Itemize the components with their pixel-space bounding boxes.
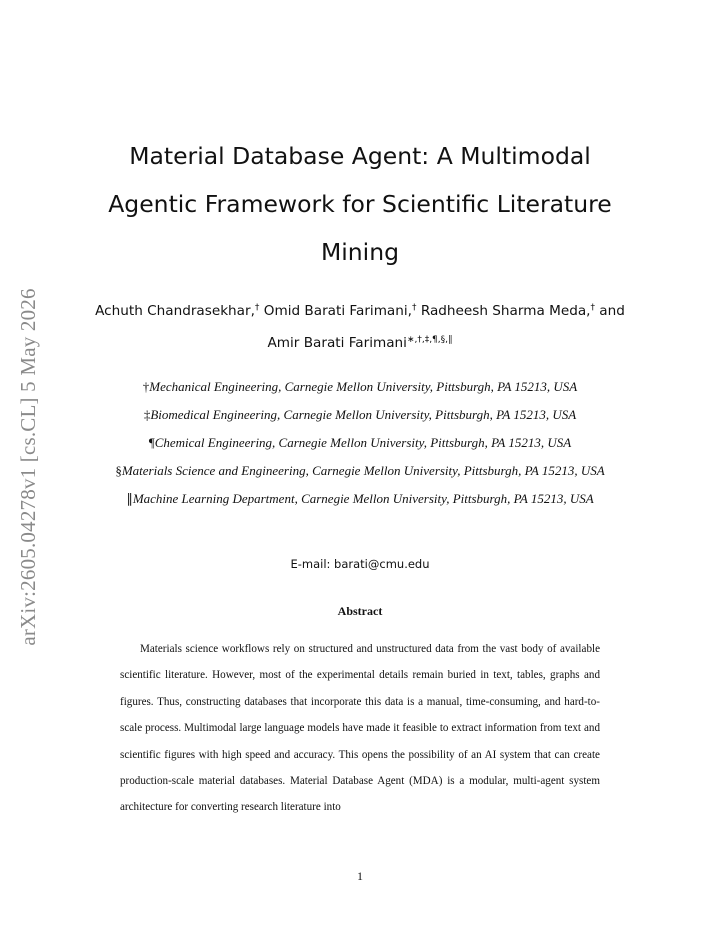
affiliation-symbol: †: [142, 379, 150, 394]
author-line-2: [60, 326, 660, 358]
affiliation-item: [70, 401, 650, 429]
page-number: 1: [357, 869, 363, 883]
affiliation-symbol: ¶: [148, 435, 155, 450]
abstract-text: Materials science workflows rely on structured and unstructured data from the vast body of available scientific literature. However, most of the experimental details remain buried in text, tables, graphs and figures. Thus, constructing databases that incorporate this data is a manual, time-consuming, and hard-to-scale process. Multimodal large language models have made it feasible to extract information from text and scientific figures with high speed and accuracy. This opens the possibility of an AI system that can create production-scale material databases. Material Database Agent (MDA) is a modular, multi-agent system architecture for converting research literature into: [120, 643, 600, 814]
affiliation-list: [70, 373, 650, 513]
affiliation-text: Biomedical Engineering, Carnegie Mellon University, Pittsburgh, PA 15213, USA: [150, 407, 577, 422]
abstract-heading: Abstract: [337, 604, 383, 618]
author-name: Omid Barati Farimani,: [263, 303, 412, 319]
arxiv-identifier: arXiv:2605.04278v1 [cs.CL] 5 May 2026: [16, 288, 40, 646]
paper-title: [90, 132, 630, 276]
affiliation-symbol: ‡: [143, 407, 151, 422]
affiliation-text: Chemical Engineering, Carnegie Mellon University, Pittsburgh, PA 15213, USA: [154, 435, 572, 450]
author-line-1: [60, 294, 660, 326]
affiliation-item: [70, 485, 650, 513]
author-name: Radheesh Sharma Meda,: [420, 303, 591, 319]
affiliation-item: [70, 429, 650, 457]
author-name: Achuth Chandrasekhar,: [95, 303, 255, 319]
author-marks: †: [590, 303, 595, 313]
affiliation-item: [70, 457, 650, 485]
author-list: [60, 294, 660, 358]
affiliation-symbol: ∥: [126, 491, 133, 506]
contact-email: E-mail: barati@cmu.edu: [290, 557, 430, 571]
affiliation-text: Mechanical Engineering, Carnegie Mellon University, Pittsburgh, PA 15213, USA: [149, 379, 578, 394]
affiliation-text: Materials Science and Engineering, Carnegie Mellon University, Pittsburgh, PA 15213, USA: [121, 463, 605, 478]
title-line-1: Material Database Agent: A Multimodal: [129, 142, 591, 170]
author-marks: †: [411, 303, 417, 313]
author-marks: ∗,†,‡,¶,§,∥: [406, 335, 453, 345]
affiliation-text: Machine Learning Department, Carnegie Mellon University, Pittsburgh, PA 15213, USA: [132, 491, 594, 506]
affiliation-item: [70, 373, 650, 401]
author-marks: †: [254, 303, 260, 313]
affiliation-symbol: §: [115, 463, 122, 478]
title-line-3: Mining: [320, 238, 400, 266]
author-conjunction: and: [599, 303, 625, 319]
title-line-2: Agentic Framework for Scientific Literature: [108, 190, 612, 218]
corresponding-author-name: Amir Barati Farimani: [267, 335, 407, 351]
